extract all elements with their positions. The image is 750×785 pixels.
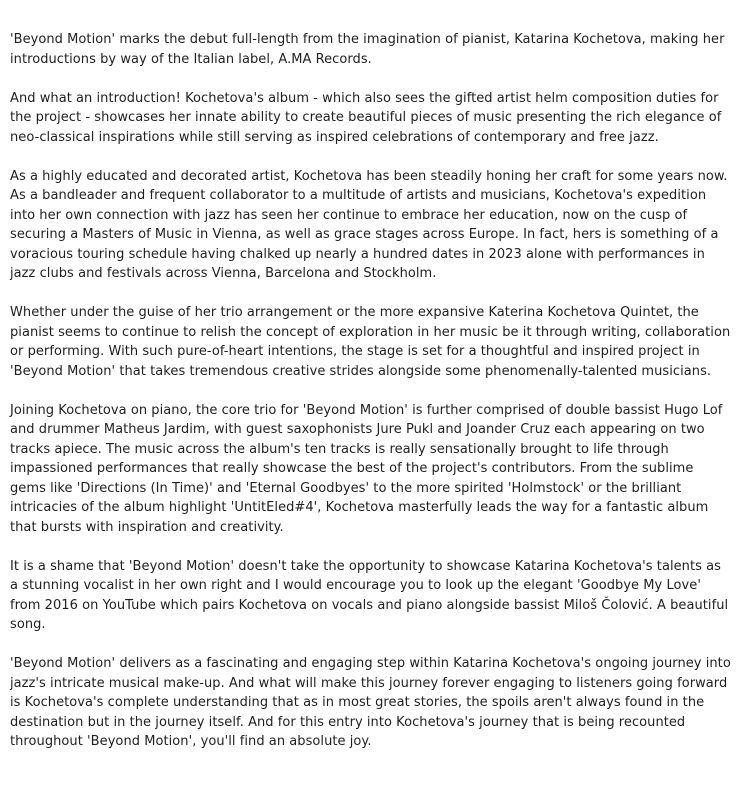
article-paragraph-introduction: And what an introduction! Kochetova's album - which also sees the gifted artist helm composition duties for the project - showcases her innate ability to create beautiful pieces of music presenting the rich elegance of neo-classical inspirations while still serving as inspired celebrations of contemporary and free jazz. bbox=[10, 90, 722, 145]
article-paragraph-vocals: It is a shame that 'Beyond Motion' doesn't take the opportunity to showcase Katarina Kochetova's talents as a stunning vocalist in her own right and I would encourage you to look up the elegant 'Goodbye My Love' from 2016 on YouTube which pairs Kochetova on vocals and piano alongside bassist Miloš Čolović. A beautiful song. bbox=[10, 558, 729, 632]
article-paragraph-background: As a highly educated and decorated artist, Kochetova has been steadily honing her craft for some years now. As a bandleader and frequent collaborator to a multitude of artists and musicians, Kochetova's expedition into her own connection with jazz has seen her continue to embrace her education, now on the cusp of securing a Masters of Music in Vienna, as well as grace stages across Europe. In fact, hers is something of a voracious touring schedule having chalked up nearly a hundred dates in 2023 alone with performances in jazz clubs and festivals across Vienna, Barcelona and Stockholm. bbox=[10, 168, 728, 281]
article-paragraph-exploration: Whether under the guise of her trio arrangement or the more expansive Katerina Kochetova Quintet, the pianist seems to continue to relish the concept of exploration in her music be it through writing, collaboration or performing. With such pure-of-heart intentions, the stage is set for a thoughtful and inspired project in 'Beyond Motion' that takes tremendous creative strides alongside some phenomenally-talented musicians. bbox=[10, 305, 731, 379]
article-paragraph-personnel: Joining Kochetova on piano, the core trio for 'Beyond Motion' is further comprised of double bassist Hugo Lof and drummer Matheus Jardim, with guest saxophonists Jure Pukl and Joander Cruz each appearing on two tracks apiece. The music across the album's ten tracks is really sensationally brought to life through impassioned performances that really showcase the best of the project's contributors. From the sublime gems like 'Directions (In Time)' and 'Eternal Goodbyes' to the more spirited 'Holmstock' or the brilliant intricacies of the album highlight 'UntitEled#4', Kochetova masterfully leads the way for a fantastic album that bursts with inspiration and creativity. bbox=[10, 402, 723, 535]
article-paragraph-intro: 'Beyond Motion' marks the debut full-length from the imagination of pianist, Katarina Kochetova, making her introductions by way of the Italian label, A.MA Records. bbox=[10, 32, 725, 67]
article-body bbox=[10, 30, 732, 771]
article-paragraph-conclusion: 'Beyond Motion' delivers as a fascinating and engaging step within Katarina Kochetova's ongoing journey into jazz's intricate musical make-up. And what will make this journey forever engaging to listeners going forward is Kochetova's complete understanding that as in most great stories, the spoils aren't always found in the destination but in the journey itself. And for this entry into Kochetova's journey that is being recounted throughout 'Beyond Motion', you'll find an absolute joy. bbox=[10, 656, 731, 749]
